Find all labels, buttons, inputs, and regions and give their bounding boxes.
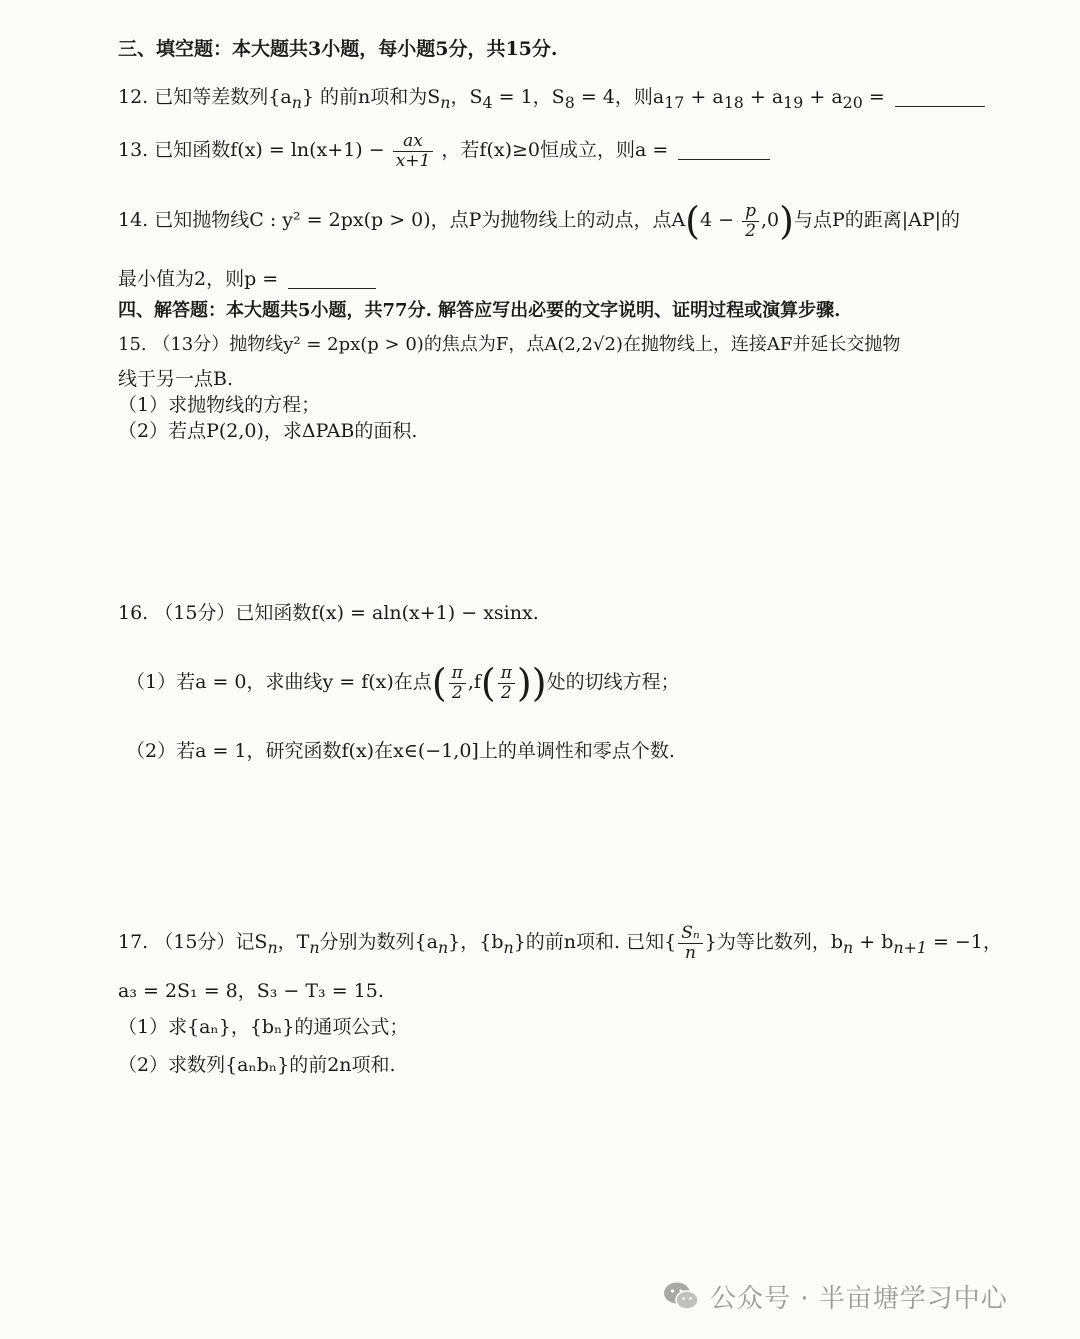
question-17-part1: （1）求{aₙ}，{bₙ}的通项公式； (118, 1016, 409, 1038)
q16-frac-den: 2 (500, 682, 512, 703)
q14-text: 14. 已知抛物线C : y² = 2px(p > 0)，点P为抛物线上的动点，点A (118, 209, 686, 231)
q13-frac-den: x+1 (395, 150, 431, 171)
q12-text: 12. 已知等差数列{a (118, 86, 292, 108)
q16-frac-den: 2 (451, 682, 463, 703)
q16-text: （1）若a = 0，求曲线y = f(x)在点 (126, 671, 432, 693)
answer-blank-12[interactable] (895, 88, 985, 107)
q13-frac-num: ax (393, 132, 434, 152)
q12-text: = 4，则a (574, 86, 665, 108)
q12-sub: n (291, 92, 302, 112)
question-15-part1: （1）求抛物线的方程； (118, 394, 321, 416)
q12-text: ，S (450, 86, 483, 108)
q12-sub: 8 (564, 92, 575, 112)
q12-text: + a (684, 86, 724, 108)
q12-text: = 1，S (492, 86, 565, 108)
q14-paren-close: ) (779, 199, 794, 243)
section-4-heading: 四、解答题：本大题共5小题，共77分. 解答应写出必要的文字说明、证明过程或演算步骤. (118, 300, 841, 321)
question-16-part2: （2）若a = 1，研究函数f(x)在x∈(−1,0]上的单调性和零点个数. (126, 740, 675, 762)
q17-text: 17. （15分）记S (118, 931, 268, 953)
question-14 (118, 196, 960, 245)
question-12 (118, 84, 989, 116)
q16-fraction (449, 664, 466, 703)
q12-sub: 4 (482, 92, 493, 112)
q14-frac-den: 2 (745, 220, 756, 241)
q16-text: 处的切线方程； (546, 671, 680, 693)
q16-paren-open: ( (431, 661, 447, 705)
q17-text: + b (853, 931, 894, 953)
watermark-text: 公众号 · 半亩塘学习中心 (710, 1283, 1008, 1314)
question-17-part2: （2）求数列{aₙbₙ}的前2n项和. (118, 1054, 396, 1076)
q14-frac-num: p (742, 202, 759, 222)
q17-frac-den: n (685, 942, 696, 963)
watermark (662, 1276, 1008, 1316)
q12-text: } 的前n项和为S (301, 86, 441, 108)
q12-sub: 17 (664, 92, 685, 112)
q16-fraction-inner (498, 664, 515, 703)
question-15-line1: 15. （13分）抛物线y² = 2px(p > 0)的焦点为F，点A(2,2√2)在抛物线上，连接AF并延长交抛物 (118, 334, 901, 355)
question-17-line2: a₃ = 2S₁ = 8，S₃ − T₃ = 15. (118, 980, 384, 1002)
q14-paren-open: ( (685, 199, 700, 243)
q14-fraction (742, 202, 759, 241)
q17-text: 分别为数列{a (319, 931, 438, 953)
answer-blank-13[interactable] (678, 141, 770, 160)
q17-fraction (678, 924, 703, 963)
question-14-cont (118, 266, 380, 292)
q12-sub: 18 (723, 92, 744, 112)
q17-sub: n (843, 937, 854, 957)
answer-blank-14[interactable] (288, 270, 376, 289)
q17-text: = −1， (926, 931, 1002, 953)
q17-text: ，T (277, 931, 310, 953)
question-15-part2: （2）若点P(2,0)，求ΔPAB的面积. (118, 420, 418, 442)
q12-text: + a (743, 86, 784, 108)
q16-frac-num: π (498, 664, 515, 684)
q17-sub: n (437, 937, 449, 957)
question-15-line2: 线于另一点B. (118, 368, 234, 390)
q17-text: }，{b (448, 931, 504, 953)
q12-sub: n (440, 92, 451, 112)
q12-text: + a (803, 86, 843, 108)
q16-frac-num: π (449, 664, 466, 684)
question-16-line1: 16. （15分）已知函数f(x) = aln(x+1) − xsinx. (118, 602, 539, 624)
q17-text: }的前n项和. 已知{ (513, 931, 677, 953)
q17-sub: n (267, 937, 278, 957)
q12-sub: 20 (842, 92, 863, 112)
q13-text: ，若f(x)≥0恒成立，则a = (441, 139, 675, 161)
q17-sub: n+1 (893, 937, 927, 957)
question-13 (118, 128, 774, 172)
q17-text: }为等比数列，b (704, 931, 844, 953)
q17-frac-num: Sₙ (678, 924, 703, 944)
section-3-heading: 三、填空题：本大题共3小题，每小题5分，共15分. (118, 38, 558, 60)
q16-paren-open-inner: ( (480, 661, 496, 705)
q12-sub: 19 (783, 92, 804, 112)
q16-paren-close: )) (516, 661, 547, 705)
q17-sub: n (309, 937, 320, 957)
q14-text: 4 − (700, 209, 735, 231)
q14-text: ,0 (761, 209, 780, 231)
question-16-part1 (126, 658, 680, 707)
q12-text: = (862, 86, 891, 108)
q14-text: 与点P的距离|AP|的 (793, 209, 961, 231)
q13-text: 13. 已知函数f(x) = ln(x+1) − (118, 139, 385, 161)
wechat-icon (662, 1281, 700, 1311)
question-17-line1 (118, 920, 1002, 970)
q16-text: ,f (467, 671, 481, 693)
q17-sub: n (503, 937, 514, 957)
q13-fraction (393, 132, 434, 171)
q14-text: 最小值为2，则p = (118, 268, 285, 290)
